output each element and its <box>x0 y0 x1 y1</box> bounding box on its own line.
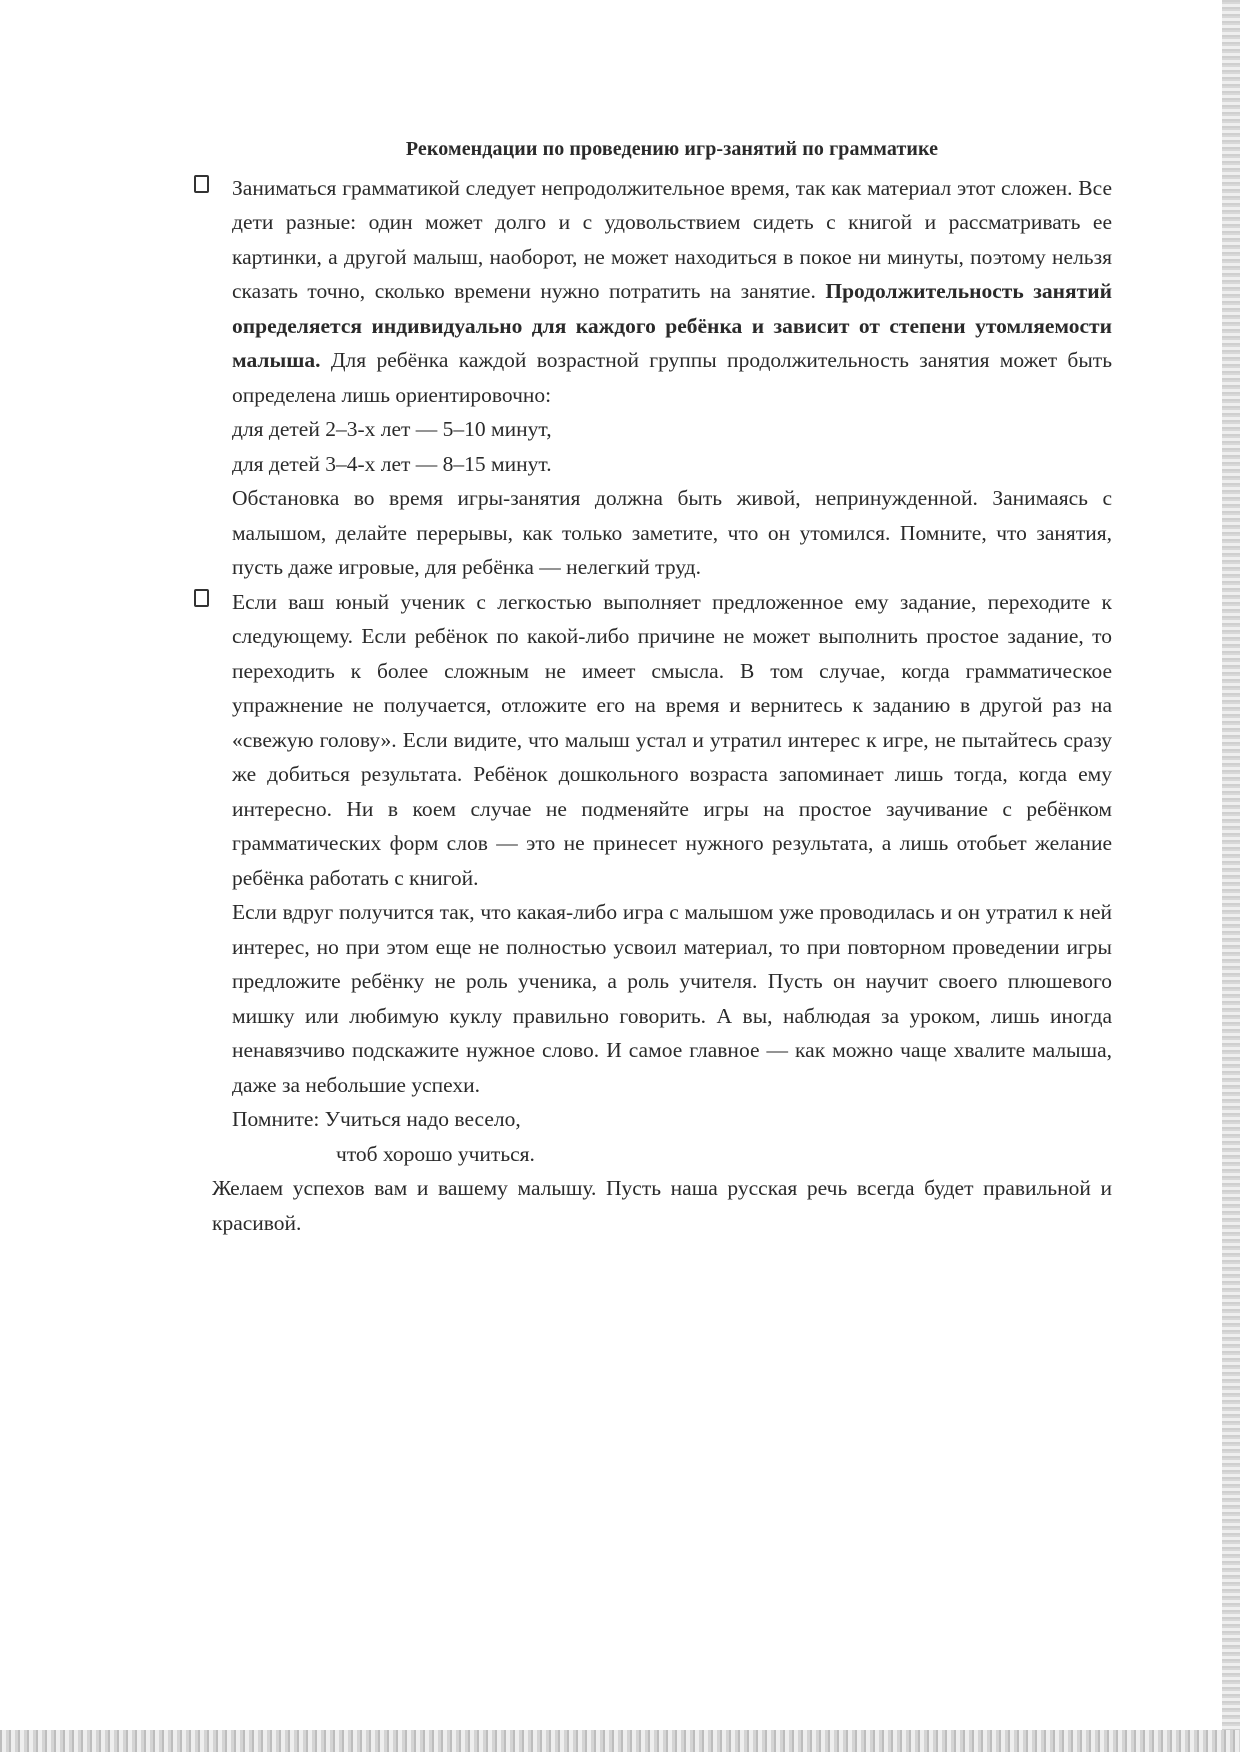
section-1-paragraph-1 <box>232 171 1112 413</box>
section-1-text-a: Заниматься грамматикой следует непродолжительное время, так как материал этот сложен. Все дети разные: один может долго и с удовольствием сидеть с книгой и рассматривать ее картинки, а другой малыш, наоборот, не может находиться в покое ни минуты, поэтому нельзя сказать точно, сколько времени нужно потратить на занятие. <box>232 175 1112 303</box>
section-2-paragraph-1: Если ваш юный ученик с легкостью выполняет предложенное ему задание, переходите к следующему. Если ребёнок по какой-либо причине не может выполнить простое задание, то переходить к более сложным не имеет смысла. В том случае, когда грамматическое упражнение не получается, отложите его на время и вернитесь к заданию в другой раз на «свежую голову». Если видите, что малыш устал и утратил интерес к игре, не пытайтесь сразу же добиться результата. Ребёнок дошкольного возраста запоминает лишь тогда, когда ему интересно. Ни в коем случае не подменяйте игры на простое заучивание с ребёнком грамматических форм слов — это не принесет нужного результата, а лишь отобьет желание ребёнка работать с книгой. <box>232 589 1112 890</box>
remember-line: Помните: Учиться надо весело, <box>232 1107 521 1131</box>
page-title: Рекомендации по проведению игр-занятий по грамматике <box>405 138 939 160</box>
scan-edge-bottom <box>0 1730 1240 1752</box>
section-1-paragraph-2: Обстановка во время игры-занятия должна быть живой, непринужденной. Занимаясь с малышом, делайте перерывы, как только заметите, что он утомился. Помните, что занятия, пусть даже игровые, для ребёнка — нелегкий труд. <box>232 486 1112 579</box>
section-1 <box>232 171 1112 585</box>
document-body <box>212 132 1112 1240</box>
remember-line-2: чтоб хорошо учиться. <box>336 1141 535 1166</box>
section-1-bold-text: Продолжительность занятий определяется индивидуально для каждого ребёнка и зависит от степени утомляемости малыша. <box>232 279 1112 372</box>
section-2-paragraph-2: Если вдруг получится так, что какая-либо игра с малышом уже проводилась и он утратил к ней интерес, но при этом еще не полностью усвоил материал, то при повторном проведении игры предложите ребёнку не роль ученика, а роль учителя. Пусть он научит своего плюшевого мишку или любимую куклу правильно говорить. А вы, наблюдая за уроком, лишь иногда ненавязчиво подскажите нужное слово. И самое главное — как можно чаще хвалите малыша, даже за небольшие успехи. <box>232 900 1112 1097</box>
closing-paragraph: Желаем успехов вам и вашему малышу. Пусть наша русская речь всегда будет правильной и красивой. <box>212 1176 1112 1235</box>
section-2 <box>232 585 1112 1172</box>
scan-edge-right <box>1222 0 1240 1752</box>
section-1-text-b: Для ребёнка каждой возрастной группы продолжительность занятия может быть определена лишь ориентировочно: <box>232 348 1112 407</box>
age-group-1: для детей 2–3-х лет — 5–10 минут, <box>232 417 552 441</box>
checkbox-bullet-icon <box>194 589 209 607</box>
age-group-2: для детей 3–4-х лет — 8–15 минут. <box>232 451 552 476</box>
checkbox-bullet-icon <box>194 175 209 193</box>
